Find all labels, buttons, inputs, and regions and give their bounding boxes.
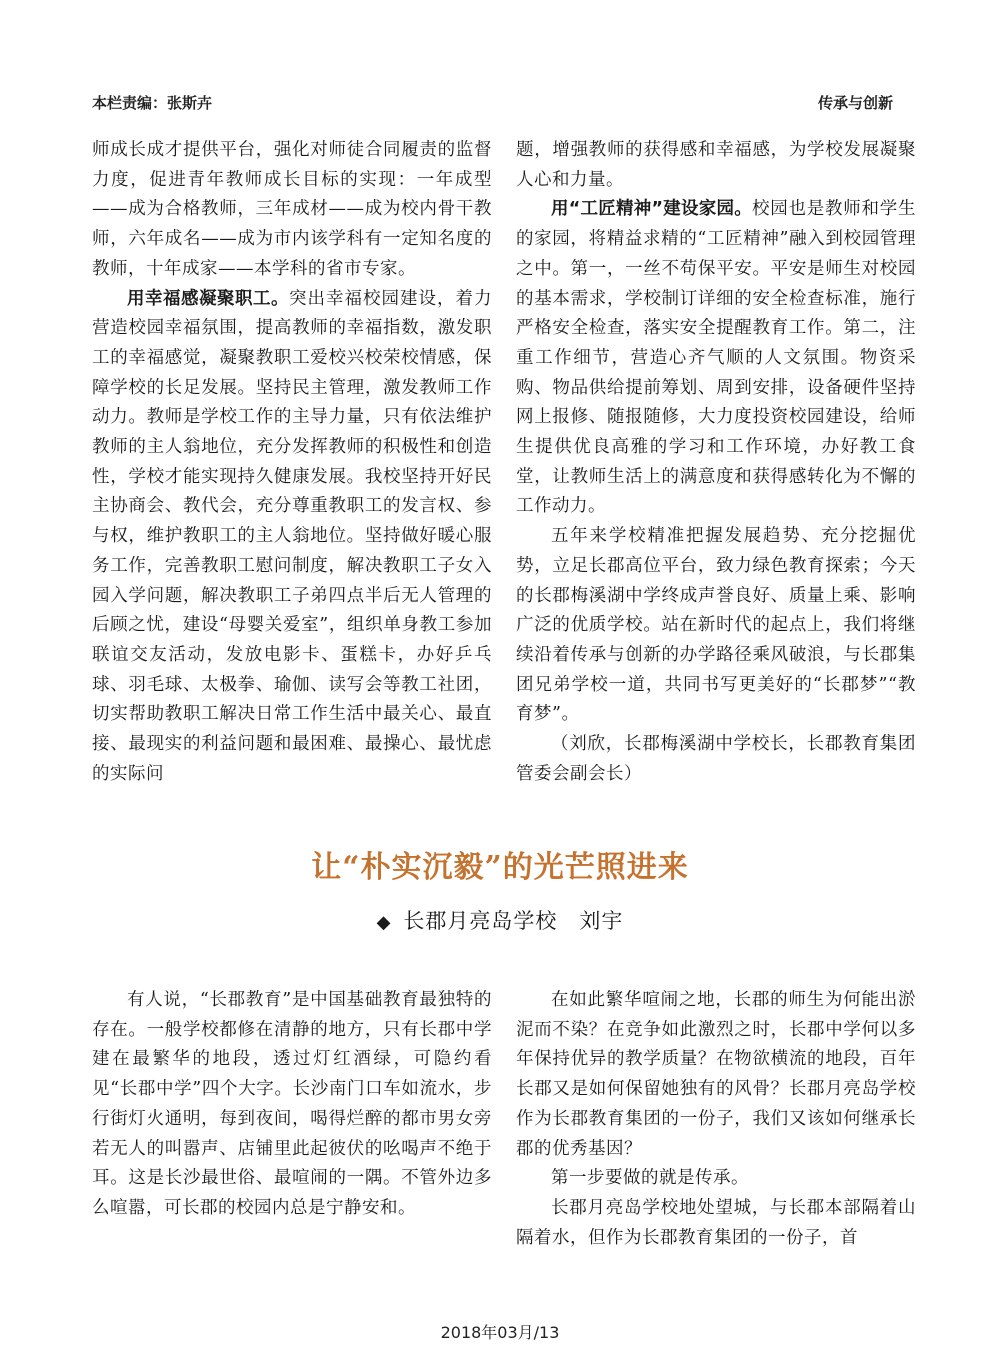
diamond-icon: ◆ (376, 912, 392, 933)
paragraph: 第一步要做的就是传承。 (551, 1168, 749, 1189)
paragraph: 五年来学校精准把握发展趋势、充分挖掘优势，立足长郡高位平台，致力绿色教育探索；今天的长郡梅溪湖中学终成声誉良好、质量上乘、影响广泛的优质学校。站在新时代的起点上，我们将继续沿着传承与创新的办学路径乘风破浪，与长郡集团兄弟学校一道，共同书写更美好的“长郡梦”“教育梦”。 (516, 526, 916, 725)
paragraph: 长郡月亮岛学校地处望城，与长郡本部隔着山隔着水，但作为长郡教育集团的一份子，首 (516, 1197, 916, 1248)
paragraph: 在如此繁华喧闹之地，长郡的师生为何能出淤泥而不染？在竞争如此激烈之时，长郡中学何以多年保持优异的教学质量？在物欲横流的地段，百年长郡又是如何保留她独有的风骨？长郡月亮岛学校作为长郡教育集团的一份子，我们又该如何继承长郡的优秀基因？ (516, 990, 916, 1159)
top-left-column (92, 136, 492, 789)
paragraph-lead: 用“工匠精神”建设家园。 (551, 199, 752, 220)
author-note: （刘欣，长郡梅溪湖中学校长，长郡教育集团管委会副会长） (516, 734, 916, 784)
paragraph: 题，增强教师的获得感和幸福感，为学校发展凝聚人心和力量。 (516, 140, 916, 190)
paragraph-body: 校园也是教师和学生的家园，将精益求精的“工匠精神”融入到校园管理之中。第一，一丝不苟保平安。平安是师生对校园的基本需求，学校制订详细的安全检查标准，施行严格安全检查，落实安全提醒教育工作。第二，注重工作细节，营造心齐气顺的人文氛围。物资采购、物品供给提前筹划、周到安排，设备硬件坚持网上报修、随报随修，大力度投资校园建设，给师生提供优良高雅的学习和工作环境，办好教工食堂，让教师生活上的满意度和获得感转化为不懈的工作动力。 (516, 199, 916, 517)
page-footer: 2018年03月/13 (440, 1323, 560, 1342)
article-title: 让“朴实沉毅”的光芒照进来 (311, 850, 689, 885)
byline (0, 905, 1000, 935)
byline-text: 长郡月亮岛学校 刘宇 (403, 909, 624, 933)
editor-credit: 本栏责编：张斯卉 (92, 94, 213, 112)
bottom-right-column (516, 986, 916, 1253)
paragraph-lead: 用幸福感凝聚职工。 (127, 288, 289, 309)
paragraph (92, 285, 492, 790)
paragraph-body: 突出幸福校园建设，着力营造校园幸福氛围，提高教师的幸福指数，激发职工的幸福感觉，凝聚教职工爱校兴校荣校情感，保障学校的长足发展。坚持民主管理，激发教师工作动力。教师是学校工作的主导力量，只有依法维护教师的主人翁地位，充分发挥教师的积极性和创造性，学校才能实现持久健康发展。我校坚持开好民主协商会、教代会，充分尊重教职工的发言权、参与权，维护教职工的主人翁地位。坚持做好暖心服务工作，完善教职工慰问制度，解决教职工子女入园入学问题，解决教职工子弟四点半后无人管理的后顾之忧，建设“母婴关爱室”，组织单身教工参加联谊交友活动，发放电影卡、蛋糕卡，办好乒乓球、羽毛球、太极拳、瑜伽、读写会等教工社团，切实帮助教职工解决日常工作生活中最关心、最直接、最现实的利益问题和最困难、最操心、最忧虑的实际问 (92, 288, 492, 784)
top-right-column (516, 136, 916, 789)
paragraph: 师成长成才提供平台，强化对师徒合同履责的监督力度，促进青年教师成长目标的实现：一年成型——成为合格教师，三年成材——成为校内骨干教师，六年成名——成为市内该学科有一定知名度的教师，十年成家——本学科的省市专家。 (92, 140, 492, 279)
column-name: 传承与创新 (818, 94, 894, 112)
paragraph (516, 195, 916, 522)
paragraph: 有人说，“长郡教育”是中国基础教育最独特的存在。一般学校都修在清静的地方，只有长郡中学建在最繁华的地段，透过灯红酒绿，可隐约看见“长郡中学”四个大字。长沙南门口车如流水，步行街灯火通明，每到夜间，喝得烂醉的都市男女旁若无人的叫嚣声、店铺里此起彼伏的吆喝声不绝于耳。这是长沙最世俗、最喧闹的一隅。不管外边多么喧嚣，可长郡的校园内总是宁静安和。 (92, 990, 492, 1218)
bottom-left-column (92, 986, 492, 1224)
